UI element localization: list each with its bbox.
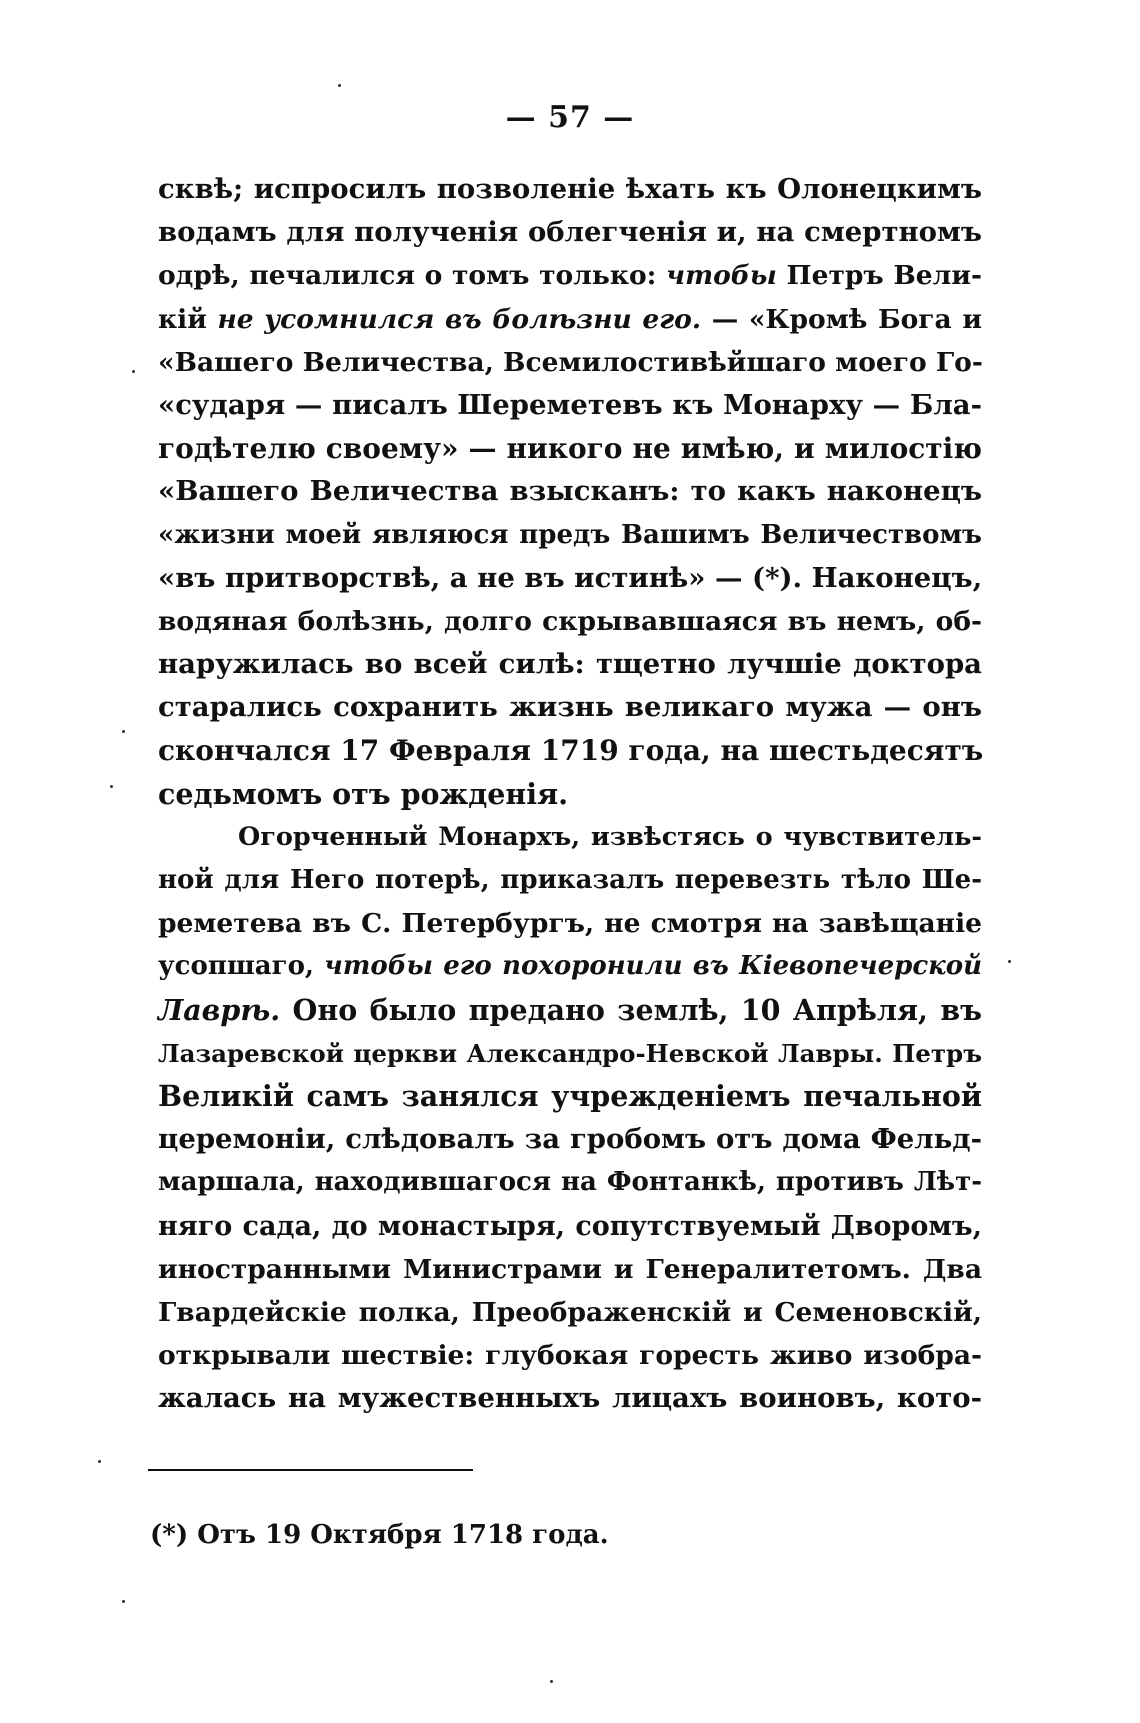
text-segment: Огорченный Монархъ, извѣстясь о чувствитель- <box>238 821 982 852</box>
scan-speck <box>110 785 113 788</box>
text-segment: Петръ Вели- <box>776 260 982 292</box>
text-line <box>158 384 982 427</box>
text-segment: открывали шествіе: глубокая горесть живо изобра- <box>158 1340 982 1372</box>
text-line <box>158 945 982 988</box>
text-line <box>158 1075 982 1118</box>
text-line <box>158 341 982 384</box>
text-segment: «Вашего Величества, Всемилостивѣйшаго моего Го- <box>158 346 983 378</box>
text-segment: церемоніи, слѣдовалъ за гробомъ отъ дома Фельд- <box>158 1123 982 1156</box>
text-segment: «сударя — писалъ Шереметевъ къ Монарху — Бла- <box>158 388 982 421</box>
text-line <box>158 1118 982 1161</box>
text-line <box>158 514 982 557</box>
text-segment: водяная болѣзнь, долго скрывавшаяся въ немъ, об- <box>158 605 982 637</box>
text-segment: маршала, находившагося на Фонтанкѣ, противъ Лѣт- <box>158 1167 982 1198</box>
scan-speck <box>98 1460 101 1463</box>
text-segment: Великій самъ занялся учрежденіемъ печальной <box>158 1078 982 1113</box>
text-line <box>158 816 982 859</box>
text-segment: седьмомъ отъ рожденія. <box>158 776 569 811</box>
text-segment: няго сада, до монастыря, сопутствуемый Дворомъ, <box>158 1210 982 1242</box>
text-line <box>158 729 982 772</box>
text-line <box>158 600 982 643</box>
text-segment: «въ притворствѣ, а не въ истинѣ» — (*). Наконецъ, <box>158 561 983 594</box>
text-segment: Оно было предано землѣ, 10 Апрѣля, въ <box>280 992 982 1027</box>
text-segment: иностранными Министрами и Генералитетомъ. Два <box>158 1253 982 1285</box>
italic-text: чтобы его похоронили въ Кіевопечерской <box>324 951 982 982</box>
italic-text: Лаврѣ. <box>158 992 281 1027</box>
text-segment: сквѣ; испросилъ позволеніе ѣхать къ Олонецкимъ <box>158 173 982 205</box>
text-line <box>158 427 982 470</box>
text-segment: наружилась во всей силѣ: тщетно лучшіе доктора <box>158 648 982 681</box>
text-segment: усопшаго, <box>158 951 325 982</box>
text-segment: водамъ для полученія облегченія и, на смертномъ <box>158 216 982 249</box>
text-segment: скончался 17 Февраля 1719 года, на шестьдесятъ <box>158 734 984 768</box>
text-segment: Гвардейскіе полка, Преображенскій и Семеновскій, <box>158 1296 982 1328</box>
text-line <box>158 859 982 902</box>
text-line <box>158 686 982 729</box>
text-line <box>158 168 982 211</box>
text-line <box>158 1161 982 1204</box>
scan-speck <box>132 370 135 373</box>
text-line <box>158 254 982 297</box>
text-segment: Лазаревской церкви Александро-Невской Лавры. Петръ <box>158 1038 982 1068</box>
text-line <box>158 1032 982 1075</box>
footnote-rule <box>148 1469 473 1471</box>
footnote: (*) Отъ 19 Октября 1718 года. <box>150 1520 609 1550</box>
page-number: — 57 — <box>505 100 635 135</box>
text-line <box>158 470 982 513</box>
text-segment: жалась на мужественныхъ лицахъ воиновъ, кото- <box>158 1382 982 1415</box>
scan-speck <box>550 1680 553 1683</box>
text-line <box>158 1205 982 1248</box>
text-line <box>158 298 982 341</box>
text-line <box>158 1334 982 1377</box>
text-segment: «жизни моей являюся предъ Вашимъ Величествомъ <box>158 519 982 550</box>
text-segment: ной для Него потерѣ, приказалъ перевезть тѣло Ше- <box>158 865 982 895</box>
text-segment: реметева въ С. Петербургъ, не смотря на завѣщаніе <box>158 908 982 940</box>
text-line <box>158 773 982 816</box>
scan-speck <box>122 730 125 733</box>
text-line <box>158 1377 982 1420</box>
text-segment: старались сохранить жизнь великаго мужа — онъ <box>158 691 982 724</box>
text-segment: «Вашего Величества взысканъ: то какъ наконецъ <box>158 475 982 508</box>
italic-text: чтобы <box>666 260 777 292</box>
text-line <box>158 989 982 1032</box>
text-line <box>158 211 982 254</box>
text-line <box>158 1291 982 1334</box>
scan-speck <box>1008 960 1011 963</box>
text-segment: годѣтелю своему» — никого не имѣю, и милостію <box>158 432 982 466</box>
body-text <box>158 168 982 1420</box>
scan-speck <box>338 84 341 87</box>
scan-speck <box>122 1600 125 1603</box>
text-segment: одрѣ, печалился о томъ только: <box>158 260 667 292</box>
text-segment: кій <box>158 303 218 335</box>
text-line <box>158 557 982 600</box>
text-line <box>158 643 982 686</box>
text-line <box>158 1248 982 1291</box>
italic-text: не усомнился въ болѣзни его. <box>217 303 702 335</box>
text-segment: — «Кромѣ Бога и <box>701 303 982 335</box>
text-line <box>158 902 982 945</box>
